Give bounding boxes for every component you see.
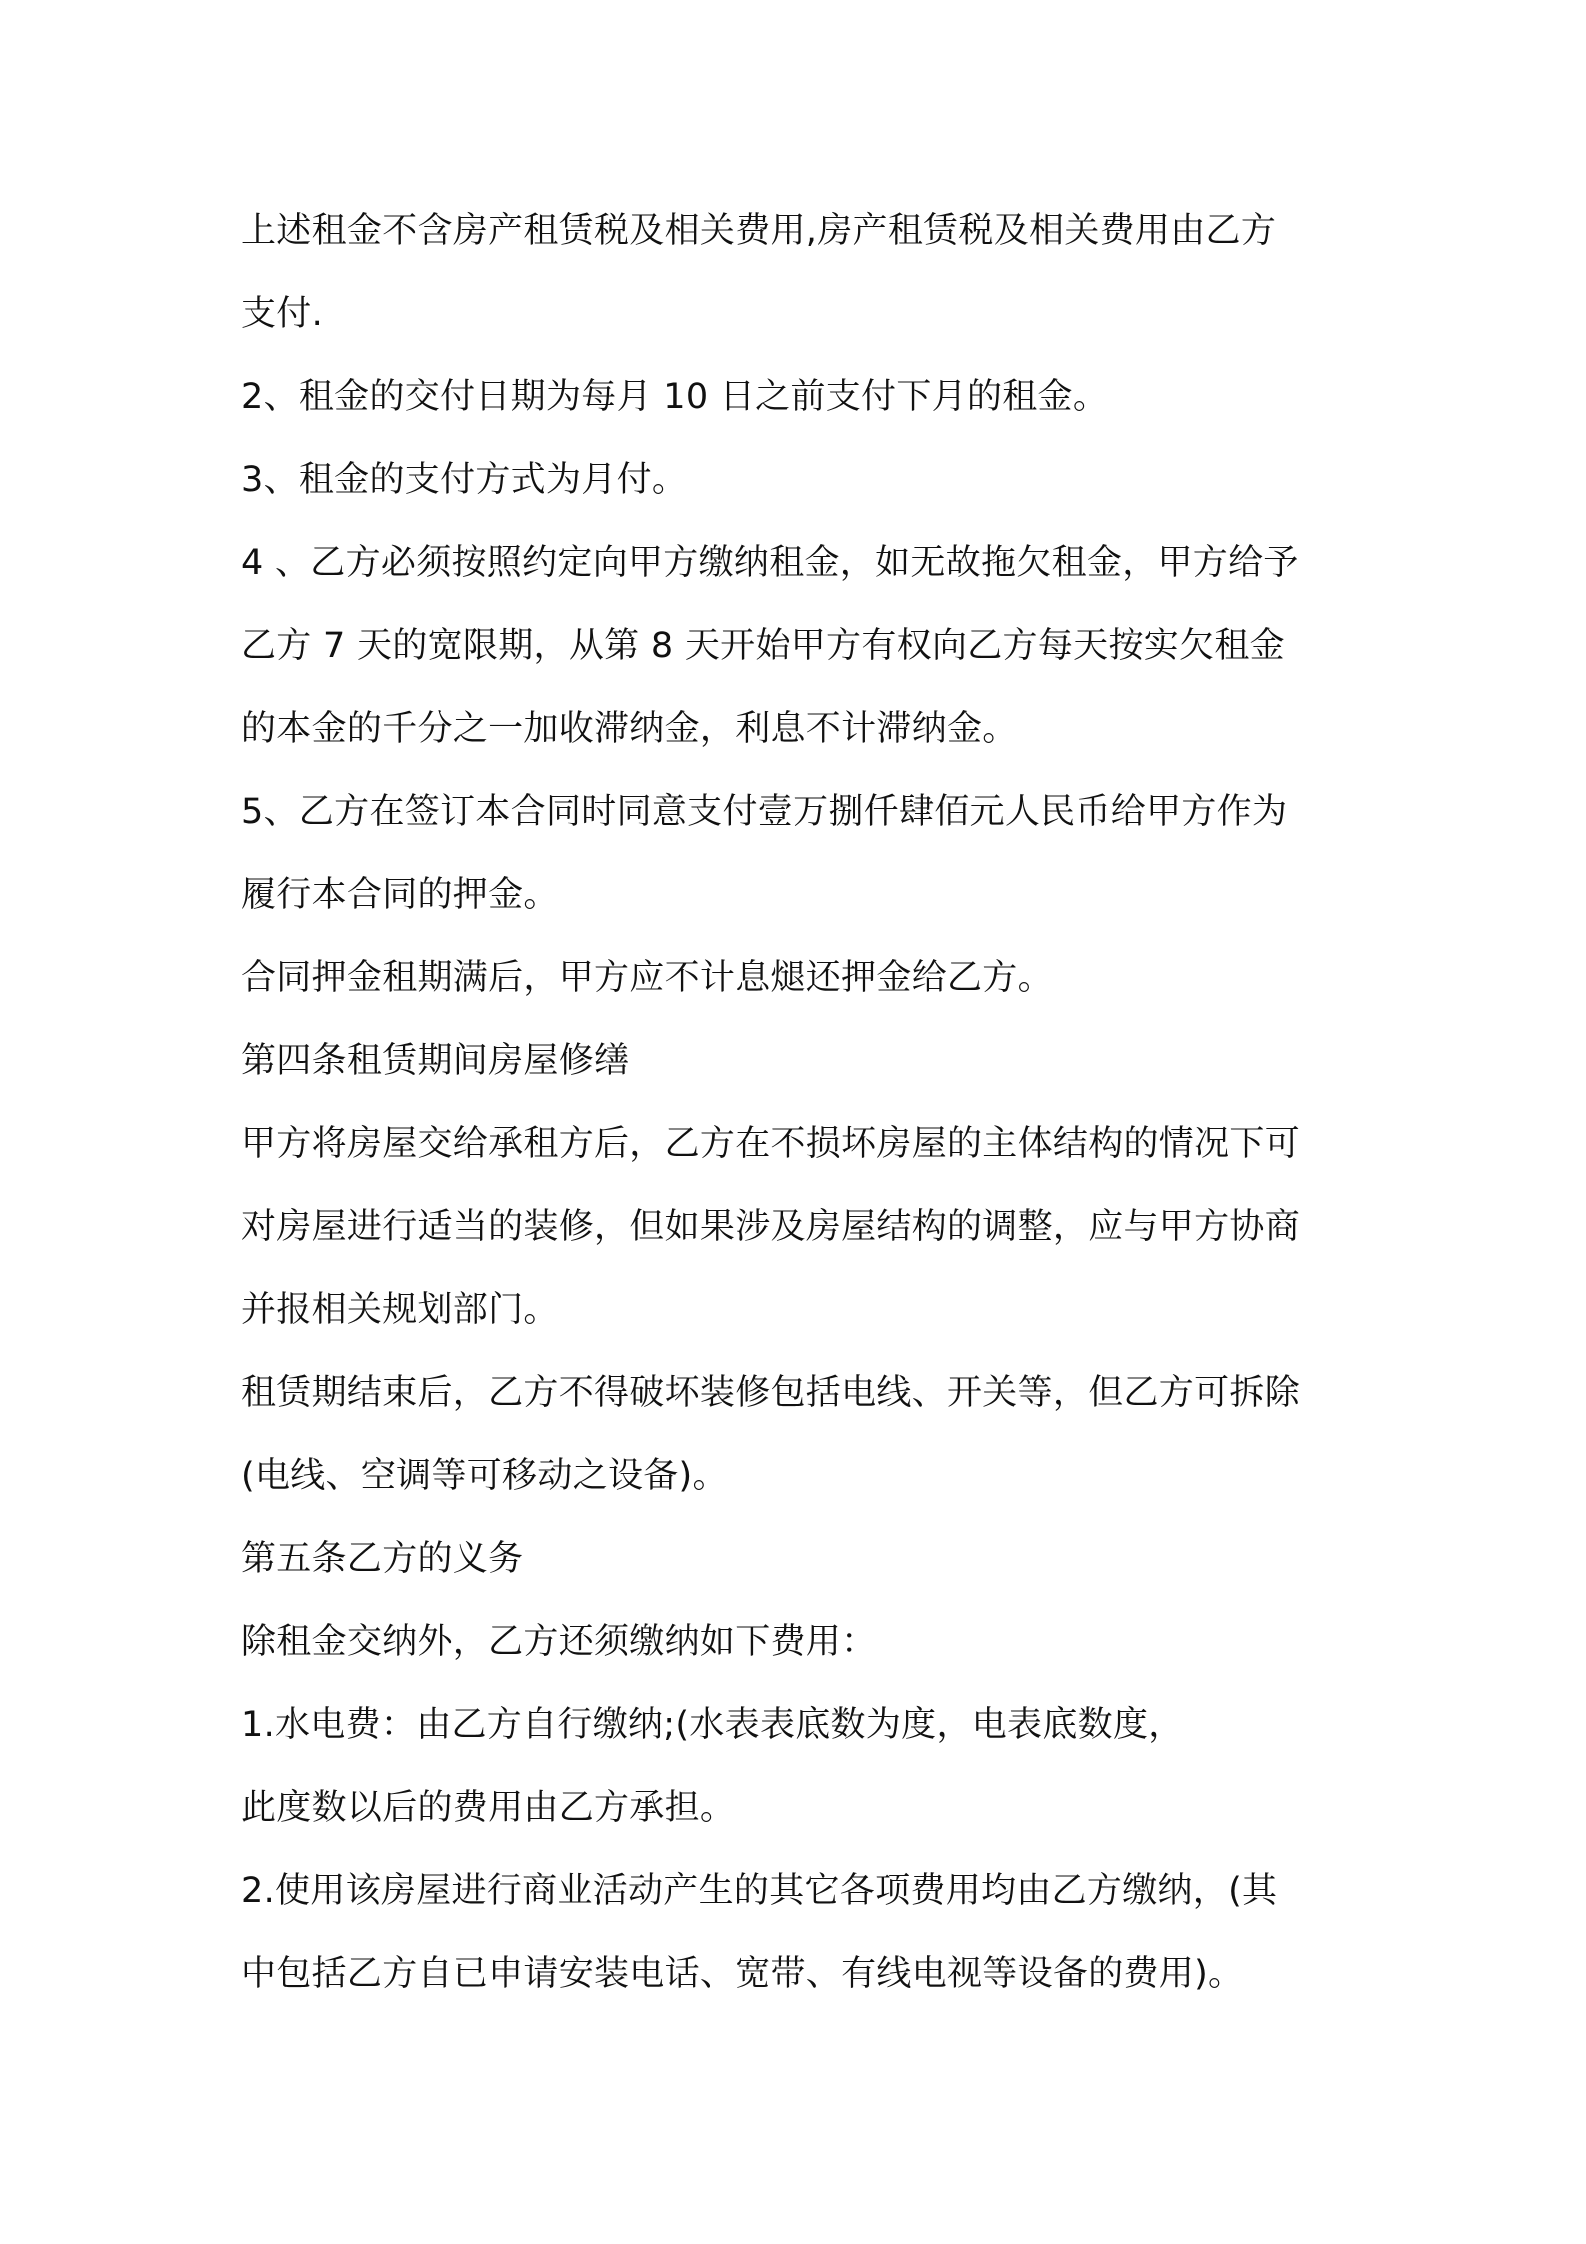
text-line-15: 租赁期结束后，乙方不得破坏装修包括电线、开关等，但乙方可拆除 xyxy=(241,1373,1301,1413)
text-line-16: (电线、空调等可移动之设备)。 xyxy=(241,1456,728,1496)
text-line-6: 乙方 7 天的宽限期，从第 8 天开始甲方有权向乙方每天按实欠租金 xyxy=(241,626,1285,666)
text-line-4: 3、租金的支付方式为月付。 xyxy=(241,460,688,500)
section-heading-5: 第五条乙方的义务 xyxy=(241,1539,524,1579)
text-line-9: 履行本合同的押金。 xyxy=(241,875,559,915)
text-line-18: 除租金交纳外，乙方还须缴纳如下费用： xyxy=(241,1622,877,1662)
text-line-1: 上述租金不含房产租赁税及相关费用,房产租赁税及相关费用由乙方 xyxy=(241,211,1277,251)
text-line-5: 4 、乙方必须按照约定向甲方缴纳租金，如无故拖欠租金，甲方给予 xyxy=(241,543,1299,583)
text-line-10: 合同押金租期满后，甲方应不计息煺还押金给乙方。 xyxy=(241,958,1053,998)
text-line-8: 5、乙方在签订本合同时同意支付壹万捌仟肆佰元人民币给甲方作为 xyxy=(241,792,1288,832)
text-line-12: 甲方将房屋交给承租方后，乙方在不损坏房屋的主体结构的情况下可 xyxy=(241,1124,1301,1164)
text-line-3: 2、租金的交付日期为每月 10 日之前支付下月的租金。 xyxy=(241,377,1109,417)
text-line-13: 对房屋进行适当的装修，但如果涉及房屋结构的调整，应与甲方协商 xyxy=(241,1207,1301,1247)
text-line-20: 此度数以后的费用由乙方承担。 xyxy=(241,1788,736,1828)
text-line-14: 并报相关规划部门。 xyxy=(241,1290,559,1330)
text-line-7: 的本金的千分之一加收滞纳金，利息不计滞纳金。 xyxy=(241,709,1018,749)
text-line-22: 中包括乙方自已申请安装电话、宽带、有线电视等设备的费用)。 xyxy=(241,1954,1244,1994)
text-line-21: 2.使用该房屋进行商业活动产生的其它各项费用均由乙方缴纳，(其 xyxy=(241,1871,1278,1911)
section-heading-4: 第四条租赁期间房屋修缮 xyxy=(241,1041,630,1081)
text-line-2: 支付. xyxy=(241,294,324,334)
text-line-19: 1.水电费：由乙方自行缴纳;(水表表底数为度，电表底数度， xyxy=(241,1705,1184,1745)
